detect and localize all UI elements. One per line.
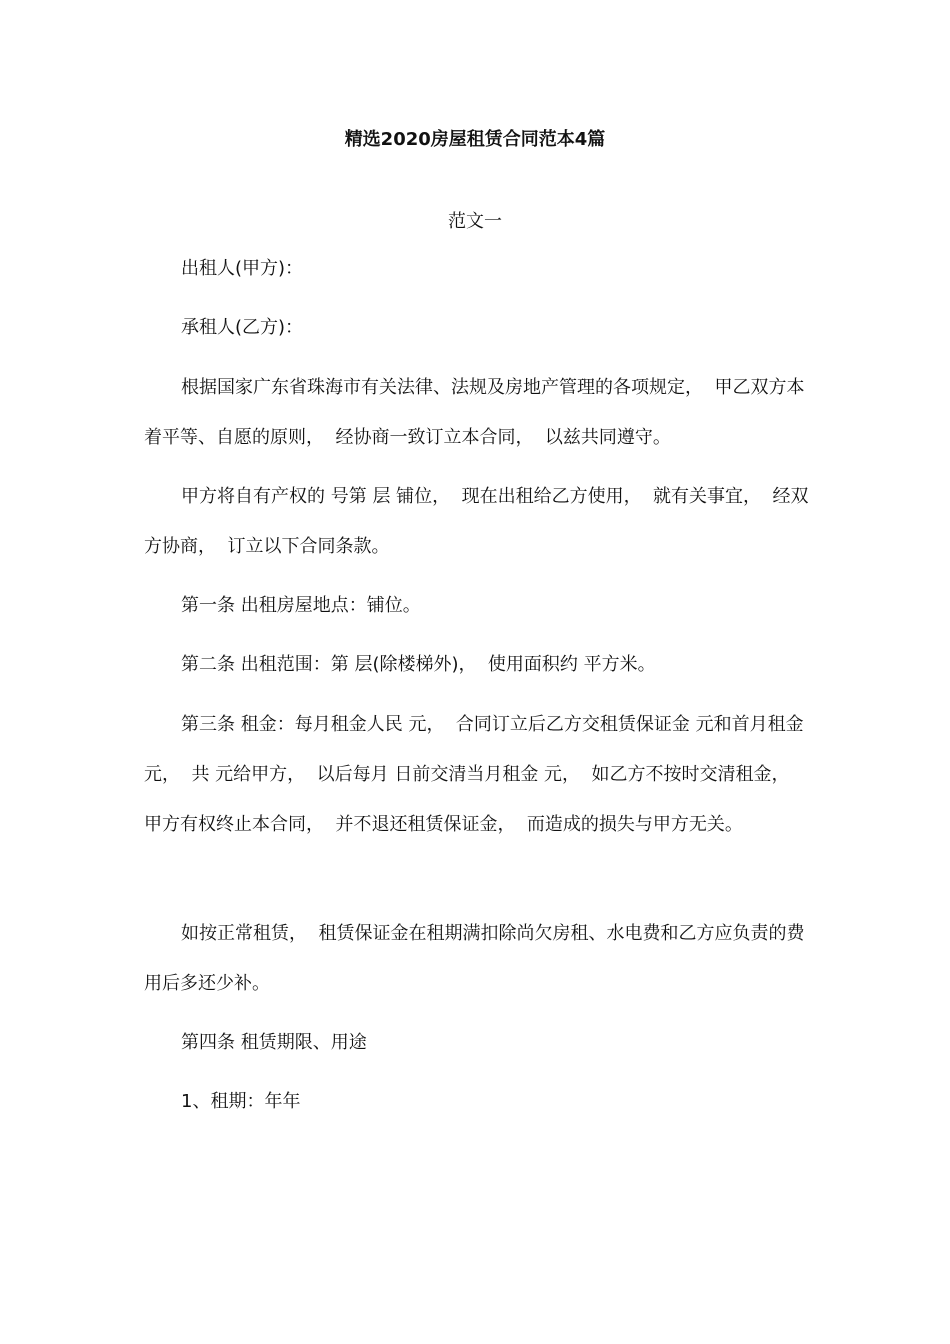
paragraph-article-1: 第一条 出租房屋地点：铺位。: [181, 595, 421, 616]
paragraph-lease-term: 1、租期：年年: [181, 1091, 301, 1112]
paragraph-lessor: 出租人(甲方)：: [181, 258, 304, 279]
document-title: 精选2020房屋租赁合同范本4篇: [344, 129, 606, 150]
section-heading: 范文一: [448, 211, 502, 232]
paragraph-article-2: 第二条 出租范围：第 层(除楼梯外)， 使用面积约 平方米。: [181, 654, 656, 675]
paragraph-article-4: 第四条 租赁期限、用途: [181, 1032, 367, 1053]
paragraph-lessee: 承租人(乙方)：: [181, 317, 304, 338]
paragraph-legal-basis: 根据国家广东省珠海市有关法律、法规及房地产管理的各项规定， 甲乙双方本着平等、自愿的原则， 经协商一致订立本合同， 以兹共同遵守。: [144, 377, 805, 448]
paragraph-property-intro: 甲方将自有产权的 号第 层 铺位， 现在出租给乙方使用， 就有关事宜， 经双方协商， 订立以下合同条款。: [144, 486, 809, 557]
paragraph-deposit: 如按正常租赁， 租赁保证金在租期满扣除尚欠房租、水电费和乙方应负责的费用后多还少补。: [144, 923, 805, 994]
paragraph-article-3: 第三条 租金：每月租金人民 元， 合同订立后乙方交租赁保证金 元和首月租金 元， 共 元给甲方， 以后每月 日前交清当月租金 元， 如乙方不按时交清租金， 甲方有权终止本合同， 并不退还租赁保证金， 而造成的损失与甲方无关。: [144, 714, 810, 835]
